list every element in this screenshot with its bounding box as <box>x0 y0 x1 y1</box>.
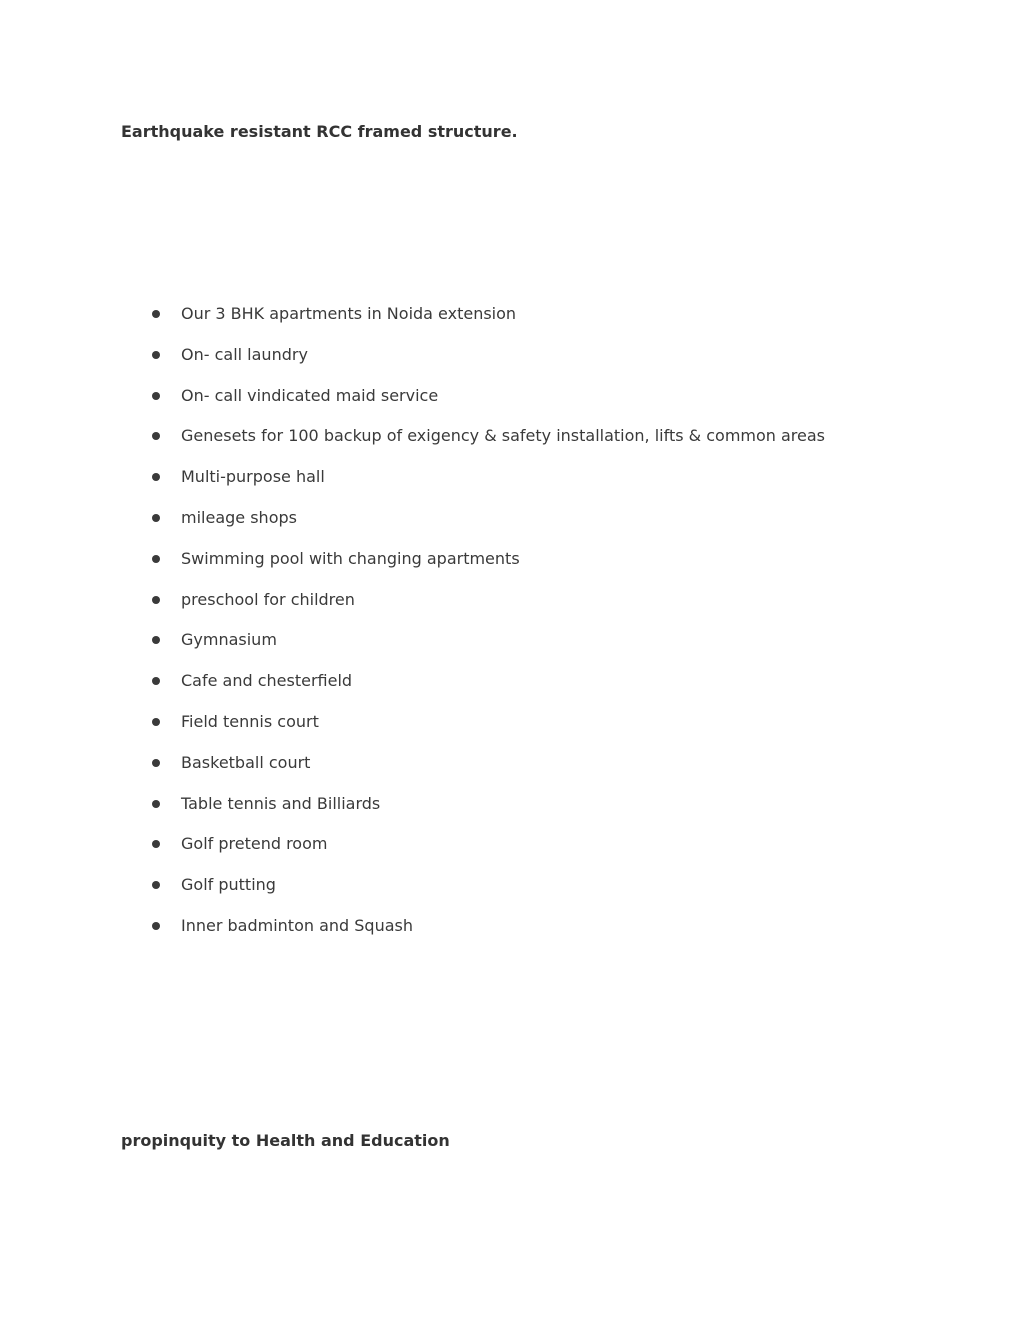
list-item-text: Gymnasium <box>181 630 277 650</box>
list-item-text: Golf putting <box>181 875 276 895</box>
bullet-dot-icon <box>152 310 160 318</box>
bullet-dot-icon <box>152 759 160 767</box>
bullet-dot-icon <box>152 351 160 359</box>
bullet-dot-icon <box>152 392 160 400</box>
list-item-text: Basketball court <box>181 752 311 772</box>
list-item-text: On- call vindicated maid service <box>181 385 439 405</box>
list-item-text: Field tennis court <box>181 711 319 731</box>
bullet-dot-icon <box>152 514 160 522</box>
section-heading-structure: Earthquake resistant RCC framed structure. <box>121 122 518 141</box>
list-item-text: Inner badminton and Squash <box>181 915 414 935</box>
list-item-text: mileage shops <box>181 507 297 527</box>
list-item-text: Multi-purpose hall <box>181 467 325 487</box>
bullet-dot-icon <box>152 596 160 604</box>
bullet-dot-icon <box>152 473 160 481</box>
list-item-text: Genesets for 100 backup of exigency & safety installation, lifts & common areas <box>181 426 826 446</box>
bullet-dot-icon <box>152 840 160 848</box>
list-item-text: Golf pretend room <box>181 834 328 854</box>
list-item-text: On- call laundry <box>181 344 308 364</box>
list-item-text: Cafe and chesterfield <box>181 671 353 691</box>
bullet-dot-icon <box>152 636 160 644</box>
bullet-dot-icon <box>152 922 160 930</box>
bullet-dot-icon <box>152 881 160 889</box>
list-item-text: Our 3 BHK apartments in Noida extension <box>181 304 517 323</box>
list-item-text: preschool for children <box>181 589 355 609</box>
list-item-text: Swimming pool with changing apartments <box>181 548 520 568</box>
section-heading-proximity: propinquity to Health and Education <box>121 1131 450 1150</box>
bullet-dot-icon <box>152 800 160 808</box>
bullet-dot-icon <box>152 718 160 726</box>
list-item-text: Table tennis and Billiards <box>181 793 381 813</box>
bullet-dot-icon <box>152 432 160 440</box>
bullet-dot-icon <box>152 555 160 563</box>
bullet-dot-icon <box>152 677 160 685</box>
